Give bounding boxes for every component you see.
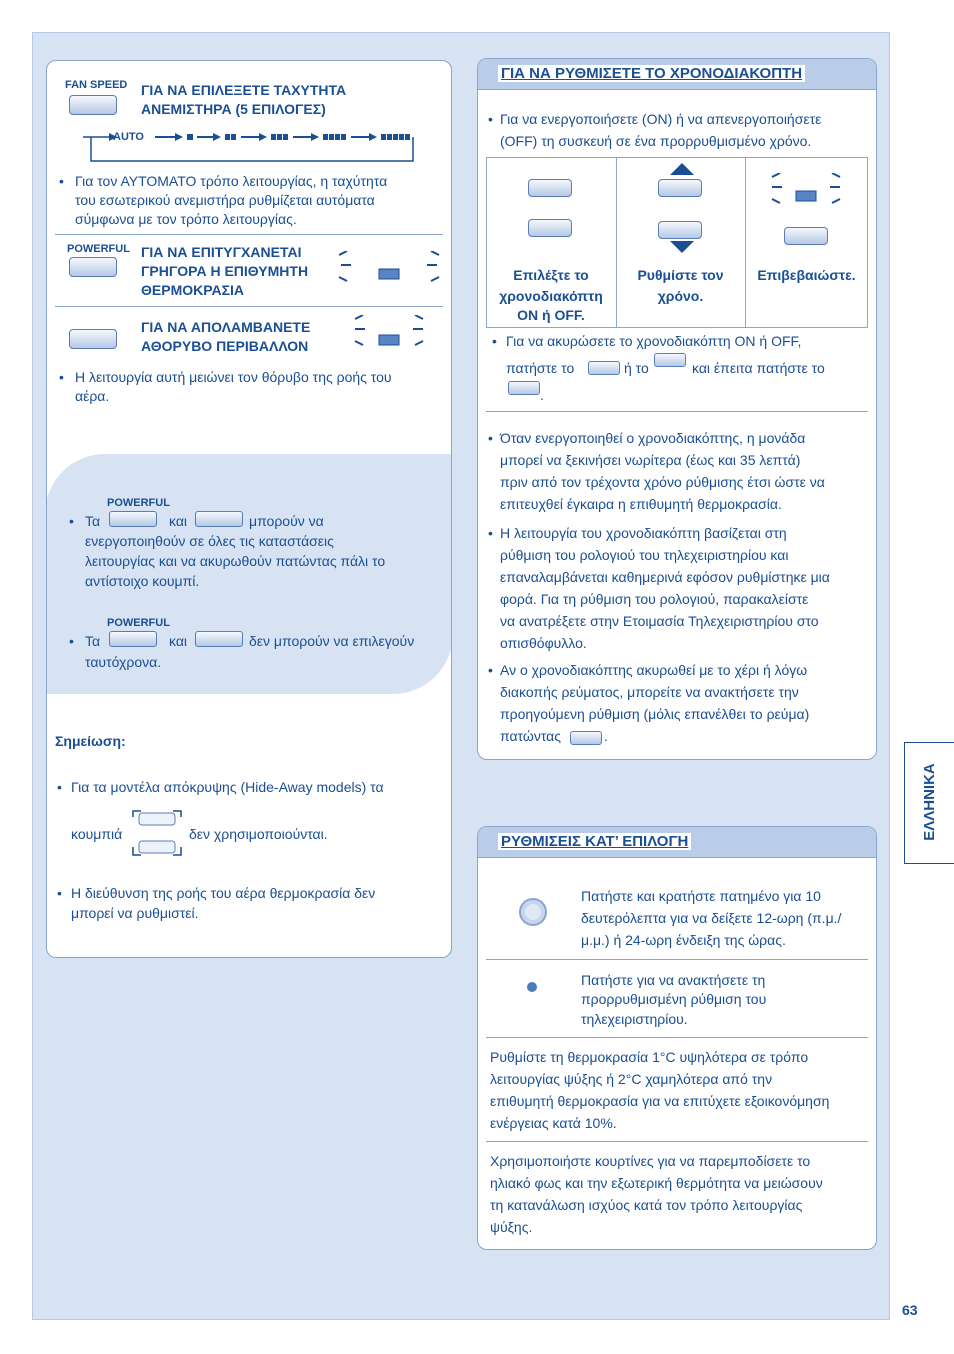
settings-panel <box>477 826 877 1250</box>
tip2-line: ηλιακό φως και την εξωτερική θερμότητα να μειώσουν <box>490 1175 823 1191</box>
timer-note2-line: Η λειτουργία του χρονοδιακόπτη βασίζεται στη <box>500 525 787 541</box>
quiet-heading-line: ΓΙΑ ΝΑ ΑΠΟΛΑΜΒΑΝΕΤΕ <box>141 319 311 335</box>
clock-text-line: Πατήστε και κρατήστε πατημένο για 10 <box>581 888 821 904</box>
down-arrow-icon <box>670 241 694 253</box>
step1-line: ON ή OFF. <box>517 307 585 323</box>
divider <box>486 1141 868 1142</box>
reset-text-line: τηλεχειριστηρίου. <box>581 1011 688 1027</box>
timer-note3-line: διακοπής ρεύματος, μπορείτε να ανακτήσετε την <box>500 684 799 700</box>
powerful-label: POWERFUL <box>107 497 170 509</box>
timer-on-button[interactable] <box>528 179 572 197</box>
bullet: • <box>488 662 493 678</box>
powerful-heading-line: ΘΕΡΜΟΚΡΑΣΙΑ <box>141 282 245 298</box>
combo-note-line: ενεργοποιηθούν σε όλες τις καταστάσεις <box>85 533 334 549</box>
reset-button-icon[interactable] <box>526 981 538 993</box>
powerful-label: POWERFUL <box>107 617 170 629</box>
tip2-line: Χρησιμοποιήστε κουρτίνες για να παρεμποδίσετε το <box>490 1153 811 1169</box>
powerful-button[interactable] <box>109 511 157 527</box>
timer-note2-line: επαναλαμβάνεται καθημερινά εφόσον ρυθμίστηκε μια <box>500 569 830 585</box>
time-down-button[interactable] <box>658 221 702 239</box>
timer-note3-line: προηγούμενη ρύθμιση (μόλις επανέλθει το ρεύμα) <box>500 706 810 722</box>
powerful-button[interactable] <box>69 257 117 277</box>
bullet: • <box>492 333 497 349</box>
cancel-word: πατήστε το <box>506 360 575 376</box>
quiet-button[interactable] <box>69 329 117 349</box>
fan-speed-heading-2: ΑΝΕΜΙΣΤΗΡΑ (5 ΕΠΙΛΟΓΕΣ) <box>141 101 326 117</box>
cancel-line: Για να ακυρώσετε το χρονοδιακόπτη ON ή OFF, <box>506 333 802 349</box>
powerful-heading-line: ΓΡΗΓΟΡΑ Η ΕΠΙΘΥΜΗΤΗ <box>141 263 309 279</box>
hide-away-word: κουμπιά <box>71 826 123 842</box>
combo-note-word: και <box>169 513 188 529</box>
step-divider <box>745 157 746 327</box>
divider <box>486 1037 868 1038</box>
bullet: • <box>69 513 74 529</box>
tip2-line: ψύξης. <box>490 1219 533 1235</box>
quiet-indicator-icon <box>353 315 427 351</box>
fan-speed-panel <box>46 60 452 958</box>
cancel-button[interactable] <box>508 381 540 395</box>
divider <box>55 234 443 235</box>
fan-speed-button[interactable] <box>69 95 117 115</box>
timer-note1-line: Όταν ενεργοποιηθεί ο χρονοδιακόπτης, η μονάδα <box>500 430 806 446</box>
set-button[interactable] <box>784 227 828 245</box>
clock-text-line: δευτερόλεπτα για να δείξετε 12-ωρη (π.μ./ <box>581 910 842 926</box>
timer-note2-line: φορά. Για τη ρύθμιση του ρολογιού, παρακαλείστε <box>500 591 809 607</box>
timer-note3-line: πατώντας <box>500 728 561 744</box>
bullet: • <box>488 525 493 541</box>
tip1-line: Ρυθμίστε τη θερμοκρασία 1°C υψηλότερα σε τρόπο <box>490 1049 809 1065</box>
timer-on-button[interactable] <box>570 731 602 745</box>
timer-note2-line: να ανατρέξετε στην Ετοιμασία Τηλεχειριστηρίου στο <box>500 613 819 629</box>
bullet: • <box>57 885 62 901</box>
powerful-heading-line: ΓΙΑ ΝΑ ΕΠΙΤΥΓΧΑΝΕΤΑΙ <box>141 244 302 260</box>
combo-note-word: μπορούν να <box>249 513 324 529</box>
auto-note-line: Για τον ΑΥΤΟΜΑΤΟ τρόπο λειτουργίας, η ταχύτητα <box>75 173 388 189</box>
combo-note-line: αντίστοιχο κουμπί. <box>85 573 200 589</box>
divider <box>486 959 868 960</box>
bullet: • <box>488 430 493 446</box>
hide-away-line: Για τα μοντέλα απόκρυψης (Hide-Away models) τα <box>71 779 384 795</box>
auto-note-line: του εσωτερικού ανεμιστήρα ρυθμίζεται αυτόματα <box>75 192 375 208</box>
combo-note-line: λειτουργίας και να ακυρωθούν πατώντας πάλι το <box>85 553 386 569</box>
cancel-word: ή το <box>624 360 649 376</box>
combo-note-word: και <box>169 633 188 649</box>
divider <box>55 306 443 307</box>
combo-note-word: Τα <box>85 633 101 649</box>
divider <box>486 327 868 328</box>
cancel-word: και έπειτα πατήστε το <box>692 360 825 376</box>
timer-note2-line: ρύθμιση του ρολογιού του τηλεχειριστηρίου και <box>500 547 789 563</box>
language-side-tab-label: ΕΛΛΗΝΙΚΑ <box>921 763 938 841</box>
tip1-line: ενέργειας κατά 10%. <box>490 1115 617 1131</box>
quiet-note-line: αέρα. <box>75 388 110 404</box>
step2-line: χρόνο. <box>657 288 704 304</box>
page-number: 63 <box>902 1302 918 1318</box>
bullet: • <box>57 779 62 795</box>
fan-speed-heading-1: ΓΙΑ ΝΑ ΕΠΙΛΕΞΕΤΕ ΤΑΧΥΤΗΤΑ <box>141 82 347 98</box>
up-arrow-icon <box>670 163 694 175</box>
step3-text: Επιβεβαιώστε. <box>757 267 856 283</box>
quiet-heading-line: ΑΘΟΡΥΒΟ ΠΕΡΙΒΑΛΛΟΝ <box>141 338 309 354</box>
timer-note2-line: οπισθόφυλλο. <box>500 635 587 651</box>
airflow-buttons-icon <box>131 807 183 859</box>
timer-off-button[interactable] <box>528 219 572 237</box>
tip1-line: λειτουργίας ψύξης ή 2°C χαμηλότερα από την <box>490 1071 773 1087</box>
cancel-word: . <box>540 387 544 403</box>
bullet: • <box>488 111 493 127</box>
airflow-note-line: Η διεύθυνση της ροής του αέρα θερμοκρασία δεν <box>71 885 376 901</box>
hide-away-word: δεν χρησιμοποιούνται. <box>189 826 328 842</box>
combo-note-line: ταυτόχρονα. <box>85 654 162 670</box>
powerful-button[interactable] <box>109 631 157 647</box>
powerful-indicator-icon <box>337 251 447 287</box>
timer-note1-line: επιτευχθεί έγκαιρα η επιθυμητή θερμοκρασία. <box>500 496 782 512</box>
reset-text-line: Πατήστε για να ανακτήσετε τη <box>581 972 766 988</box>
settings-panel-header <box>478 827 876 858</box>
timer-note3-line: Αν ο χρονοδιακόπτης ακυρωθεί με το χέρι ή λόγω <box>500 662 808 678</box>
auto-label: AUTO <box>113 131 144 143</box>
clock-button-icon[interactable] <box>518 897 548 927</box>
tip1-line: επιθυμητή θερμοκρασία για να επιτύχετε εξοικονόμηση <box>490 1093 830 1109</box>
confirm-indicator-icon <box>770 173 844 205</box>
timer-off-button[interactable] <box>654 353 686 367</box>
combo-note-word: δεν μπορούν να επιλεγούν <box>249 633 415 649</box>
timer-note3-line: . <box>604 728 608 744</box>
quiet-button[interactable] <box>195 631 243 647</box>
powerful-label: POWERFUL <box>67 243 130 255</box>
reset-text-line: προρρυθμισμένη ρύθμιση του <box>581 991 767 1007</box>
timer-note1-line: πριν από τον τρέχοντα χρόνο ρύθμισης έτσι ώστε να <box>500 474 825 490</box>
step1-line: χρονοδιακόπτη <box>499 288 603 304</box>
quiet-button[interactable] <box>195 511 243 527</box>
step1-line: Επιλέξτε το <box>513 267 589 283</box>
settings-panel-title: ΡΥΘΜΙΣΕΙΣ ΚΑΤ’ ΕΠΙΛΟΓΗ <box>498 833 691 850</box>
time-up-button[interactable] <box>658 179 702 197</box>
bullet: • <box>59 173 64 189</box>
divider <box>486 411 868 412</box>
note-title: Σημείωση: <box>55 733 126 749</box>
timer-intro-line: (OFF) τη συσκευή σε ένα προρρυθμισμένο χρόνο. <box>500 133 812 149</box>
quiet-note-line: Η λειτουργία αυτή μειώνει τον θόρυβο της ροής του <box>75 369 392 385</box>
timer-intro-line: Για να ενεργοποιήσετε (ON) ή να απενεργοποιήσετε <box>500 111 822 127</box>
timer-panel-header <box>478 59 876 90</box>
bullet: • <box>69 633 74 649</box>
fan-speed-label: FAN SPEED <box>65 79 128 91</box>
airflow-note-line: μπορεί να ρυθμιστεί. <box>71 905 199 921</box>
bullet: • <box>59 369 64 385</box>
timer-note1-line: μπορεί να ξεκινήσει νωρίτερα (έως και 35 λεπτά) <box>500 452 801 468</box>
combo-note-word: Τα <box>85 513 101 529</box>
auto-note-line: σύμφωνα με τον τρόπο λειτουργίας. <box>75 211 297 227</box>
timer-panel-title: ΓΙΑ ΝΑ ΡΥΘΜΙΣΕΤΕ ΤΟ ΧΡΟΝΟΔΙΑΚΟΠΤΗ <box>498 65 805 82</box>
step2-line: Ρυθμίστε τον <box>637 267 724 283</box>
tip2-line: τη κατανάλωση ισχύος κατά τον τρόπο λειτουργίας <box>490 1197 803 1213</box>
timer-on-button[interactable] <box>588 361 620 375</box>
clock-text-line: μ.μ.) ή 24-ωρη ένδειξη της ώρας. <box>581 932 786 948</box>
timer-panel <box>477 58 877 760</box>
